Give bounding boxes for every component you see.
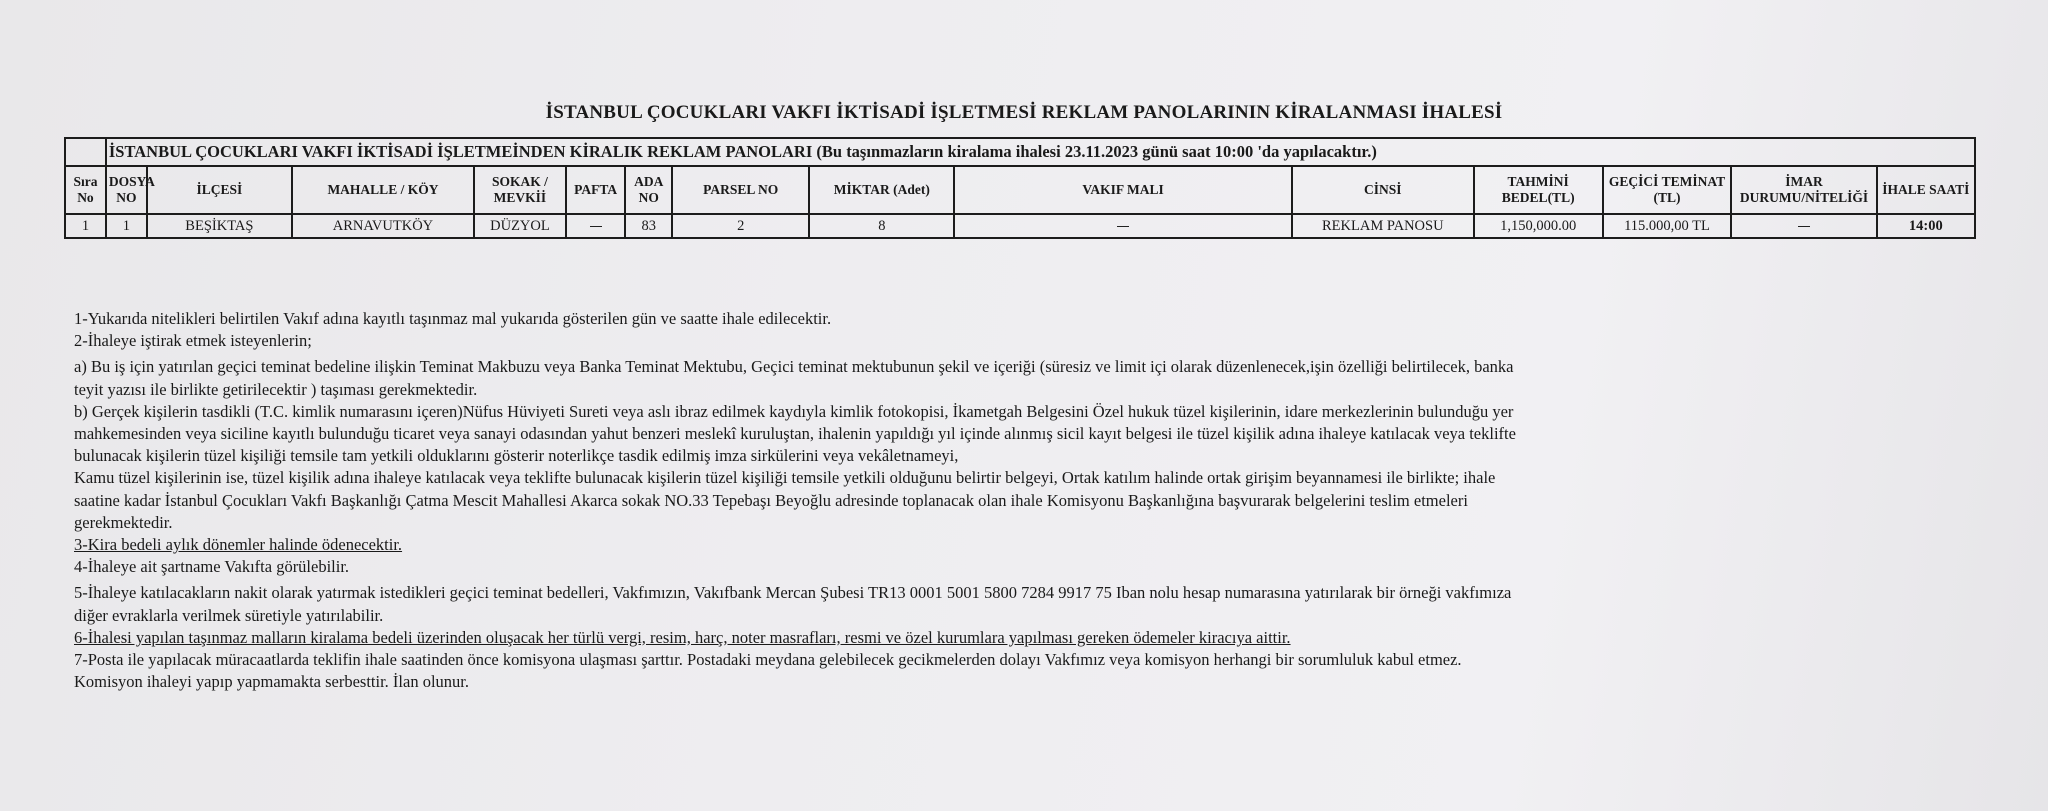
header-dosya: DOSYA NO bbox=[106, 166, 147, 214]
note-kamu-line2: saatine kadar İstanbul Çocukları Vakfı Başkanlığı Çatma Mescit Mahallesi Akarca sokak NO.33 Tepebaşı Beyoğlu adresinde toplanacak olan ihale Komisyonu Başkanlığına başvurarak belgelerini teslim etmeleri bbox=[74, 490, 1468, 510]
header-imar: İMAR DURUMU/NİTELİĞİ bbox=[1731, 166, 1876, 214]
header-ada: ADA NO bbox=[625, 166, 672, 214]
cell-parsel: 2 bbox=[672, 214, 809, 238]
note-1: 1-Yukarıda nitelikleri belirtilen Vakıf adına kayıtlı taşınmaz mal yukarıda gösterilen gün ve saatte ihale edilecektir. bbox=[74, 309, 832, 328]
cell-ilce: BEŞİKTAŞ bbox=[147, 214, 292, 238]
header-tahmini: TAHMİNİ BEDEL(TL) bbox=[1474, 166, 1603, 214]
note-4: 4-İhaleye ait şartname Vakıfta görülebilir. bbox=[74, 557, 350, 577]
header-miktar: MİKTAR (Adet) bbox=[809, 166, 954, 214]
header-sokak: SOKAK / MEVKİİ bbox=[474, 166, 566, 214]
cell-vakif bbox=[954, 214, 1291, 238]
corner-cell bbox=[65, 138, 106, 166]
cell-cinsi: REKLAM PANOSU bbox=[1292, 214, 1474, 238]
caption-note: (Bu taşınmazların kiralama ihalesi 23.11.2023 günü saat 10:00 'da yapılacaktır.) bbox=[816, 142, 1377, 161]
cell-saat: 14:00 bbox=[1877, 214, 1975, 238]
header-mahalle: MAHALLE / KÖY bbox=[292, 166, 474, 214]
empty-dash bbox=[1117, 226, 1129, 227]
note-7-line1: 7-Posta ile yapılacak müracaatlarda teklifin ihale saatinden önce komisyona ulaşması şarttır. Postadaki meydana gelebilecek gecikmelerden dolayı Vakfımız veya komisyon herhangi bir sorumluluk kabul etmez. bbox=[74, 650, 1462, 670]
empty-dash bbox=[590, 226, 602, 227]
cell-tahmini: 1,150,000.00 bbox=[1474, 214, 1603, 238]
cell-pafta bbox=[566, 214, 625, 238]
table-caption bbox=[106, 138, 1975, 166]
header-gecici: GEÇİCİ TEMİNAT (TL) bbox=[1603, 166, 1732, 214]
header-vakif: VAKIF MALI bbox=[954, 166, 1291, 214]
cell-mahalle: ARNAVUTKÖY bbox=[292, 214, 474, 238]
empty-dash bbox=[1798, 226, 1810, 227]
note-3: 3-Kira bedeli aylık dönemler halinde ödenecektir. bbox=[74, 535, 403, 555]
listing-table bbox=[64, 137, 1976, 239]
note-2a-line1: a) Bu iş için yatırılan geçici teminat bedeline ilişkin Teminat Makbuzu veya Banka Teminat Mektubu, Geçici teminat mektubunun şekil ve içeriği (süresiz ve limit içi olarak düzenlenecek,işin özelliği belirtilecek, banka bbox=[74, 357, 1514, 377]
cell-dosya: 1 bbox=[106, 214, 147, 238]
table-row bbox=[65, 214, 1975, 238]
header-cinsi: CİNSİ bbox=[1292, 166, 1474, 214]
note-2: 2-İhaleye iştirak etmek isteyenlerin; bbox=[74, 331, 312, 351]
cell-gecici: 115.000,00 TL bbox=[1603, 214, 1732, 238]
cell-sokak: DÜZYOL bbox=[474, 214, 566, 238]
note-2b-line3: bulunacak kişilerin tüzel kişiliği temsile tam yetkili olduklarını gösterir noterlikçe tasdik edilmiş imza sirkülerini veya vekâletnameyi, bbox=[74, 446, 959, 466]
note-5-line2: diğer evraklarla verilmek süretiyle yatırılabilir. bbox=[74, 605, 384, 625]
header-parsel: PARSEL NO bbox=[672, 166, 809, 214]
header-ilce: İLÇESİ bbox=[147, 166, 292, 214]
note-2b-line2: mahkemesinden veya siciline kayıtlı bulunduğu ticaret veya sanayi odasından yahut benzeri meslekî kuruluştan, ihalenin yapıldığı yıl içinde alınmış sicil kayıt belgesi ile tüzel kişilik adına ihaleye katılacak veya teklifte bbox=[74, 424, 1516, 444]
cell-imar bbox=[1731, 214, 1876, 238]
caption-text: İSTANBUL ÇOCUKLARI VAKFI İKTİSADİ İŞLETMEİNDEN KİRALIK REKLAM PANOLARI bbox=[108, 142, 813, 161]
note-2a-line2: teyit yazısı ile birlikte getirilecektir ) taşıması gerekmektedir. bbox=[74, 379, 478, 399]
note-2b-line1: b) Gerçek kişilerin tasdikli (T.C. kimlik numarasını içeren)Nüfus Hüviyeti Sureti veya aslı ibraz edilmek kaydıyla kimlik fotokopisi, İkametgah Belgesini Özel hukuk tüzel kişilerinin, idare merkezlerinin bulunduğu yer bbox=[74, 401, 1514, 421]
note-6: 6-İhalesi yapılan taşınmaz malların kiralama bedeli üzerinden oluşacak her türlü vergi, resim, harç, noter masrafları, resmi ve özel kurumlara yapılması gereken ödemeler kiracıya aittir. bbox=[74, 627, 1291, 647]
note-7-line2: Komisyon ihaleyi yapıp yapmamakta serbesttir. İlan olunur. bbox=[74, 672, 470, 692]
cell-ada: 83 bbox=[625, 214, 672, 238]
note-kamu-line3: gerekmektedir. bbox=[74, 512, 173, 532]
header-pafta: PAFTA bbox=[566, 166, 625, 214]
note-5-line1: 5-İhaleye katılacakların nakit olarak yatırmak istedikleri geçici teminat bedelleri, Vakfımızın, Vakıfbank Mercan Şubesi TR13 0001 5001 5800 7284 9917 75 Iban nolu hesap numarasına yatırılarak bir örneği vakfımıza bbox=[74, 583, 1512, 603]
cell-miktar: 8 bbox=[809, 214, 954, 238]
cell-sira: 1 bbox=[65, 214, 106, 238]
note-kamu-line1: Kamu tüzel kişilerinin ise, tüzel kişilik adına ihaleye katılacak veya teklifte bulunacak kişilerin tüzel kişiliği temsile yetkili olduğunu belirtir belgeyi, Ortak katılım halinde ortak girişim beyannamesi ile birlikte; ihale bbox=[74, 468, 1496, 488]
header-saat: İHALE SAATİ bbox=[1877, 166, 1975, 214]
document-title: İSTANBUL ÇOCUKLARI VAKFI İKTİSADİ İŞLETMESİ REKLAM PANOLARININ KİRALANMASI İHALESİ bbox=[545, 102, 1503, 123]
header-sira: Sıra No bbox=[65, 166, 106, 214]
conditions-text bbox=[74, 308, 1974, 693]
